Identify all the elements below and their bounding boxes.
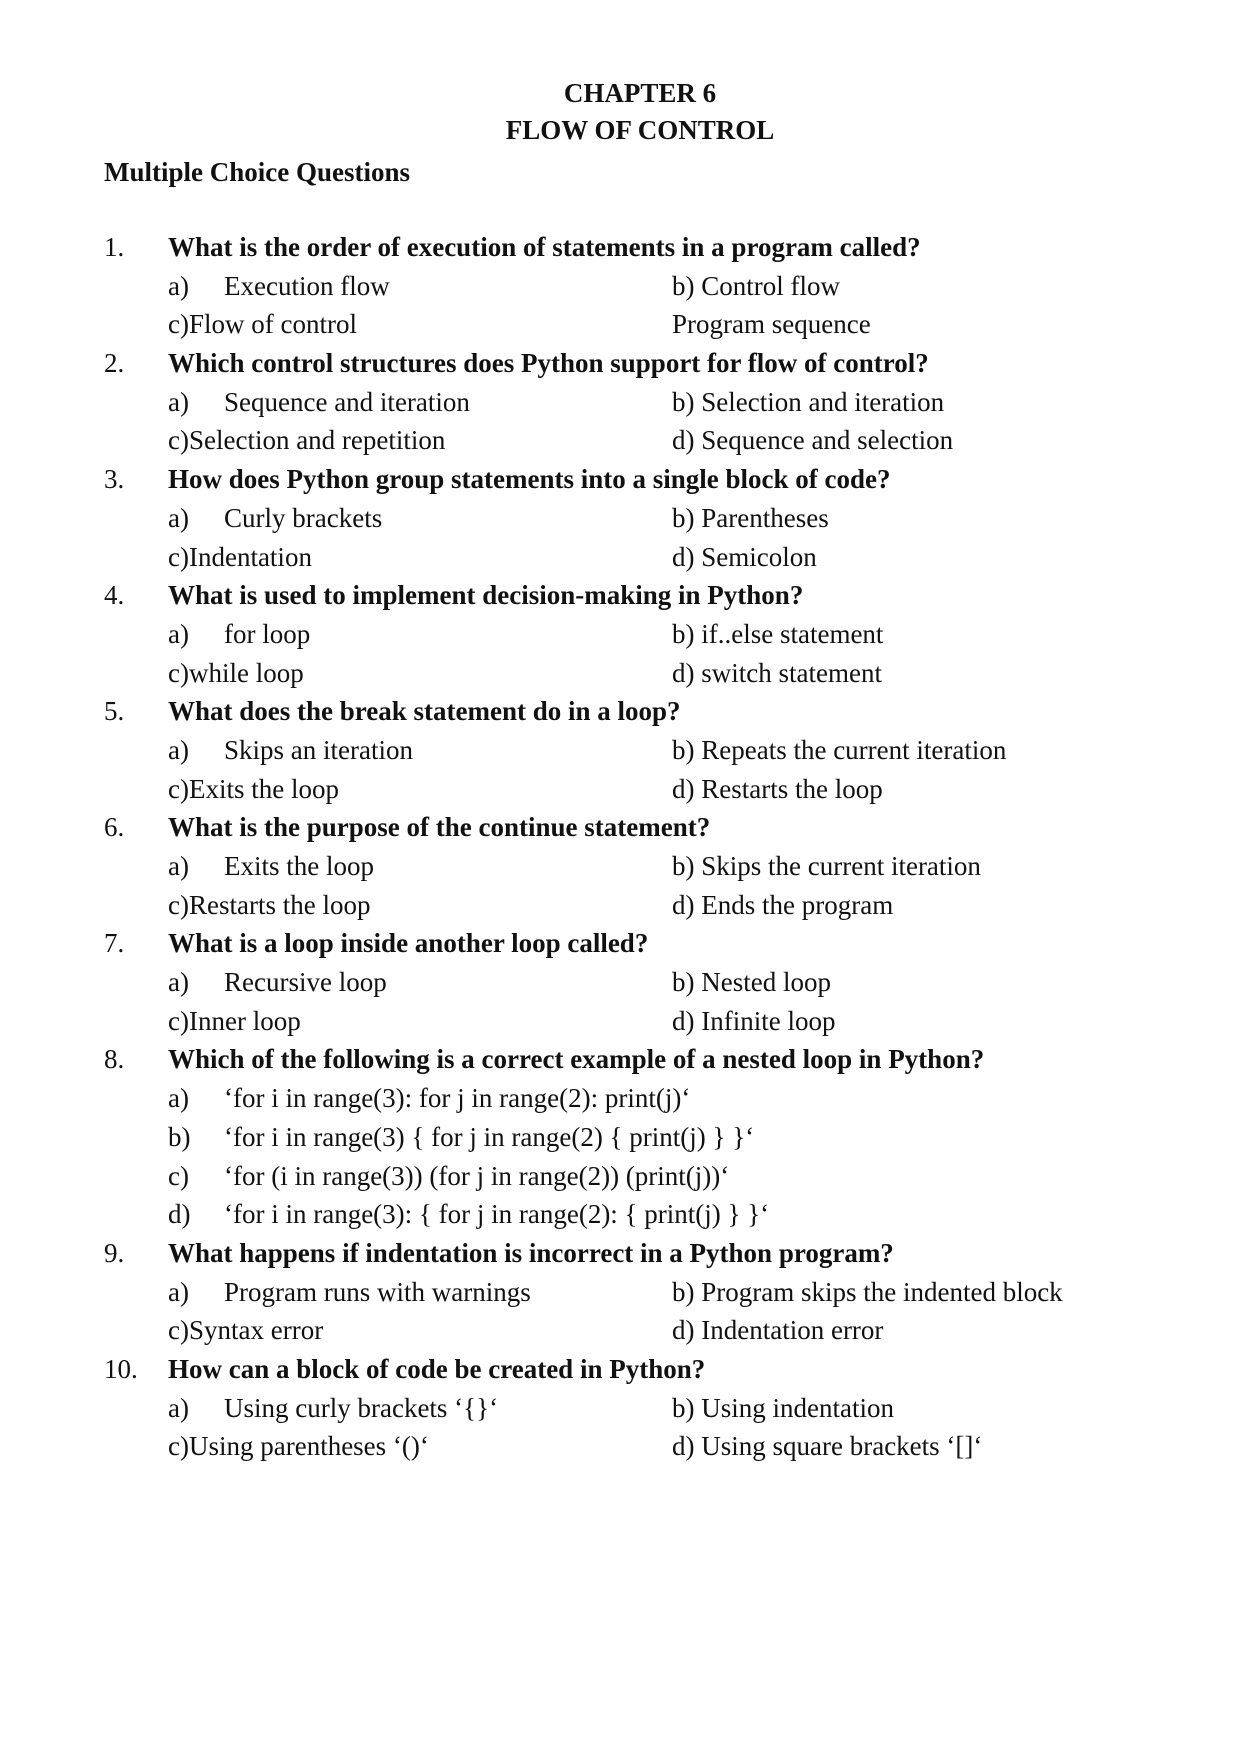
question-number: 6. xyxy=(104,812,125,843)
option-a: Curly brackets xyxy=(224,502,383,533)
option-c: c)Exits the loop xyxy=(168,773,339,804)
option-d: d) switch statement xyxy=(672,657,882,688)
question-1 xyxy=(0,232,1241,348)
option-a-letter: a) xyxy=(168,270,189,301)
option-a: Program runs with warnings xyxy=(224,1276,531,1307)
option-a: Sequence and iteration xyxy=(224,386,470,417)
question-number: 1. xyxy=(104,232,125,262)
option-c: c)Indentation xyxy=(168,541,312,572)
question-text: What is used to implement decision-making in Python? xyxy=(168,580,804,611)
option-a: for loop xyxy=(224,618,311,649)
option-c: c)Syntax error xyxy=(168,1315,324,1346)
question-number: 2. xyxy=(104,348,125,379)
option-b: b) Using indentation xyxy=(672,1392,894,1423)
option-d: d) Using square brackets ‘[]‘ xyxy=(672,1431,983,1462)
option-b: b) Nested loop xyxy=(672,967,831,998)
question-text: How does Python group statements into a single block of code? xyxy=(168,464,891,495)
question-3 xyxy=(0,464,1241,580)
section-heading: Multiple Choice Questions xyxy=(104,157,411,187)
question-text: What is the order of execution of statements in a program called? xyxy=(168,232,921,262)
option-b: b) Parentheses xyxy=(672,502,829,533)
option-a-letter: a) xyxy=(168,851,189,881)
option-c: c)Selection and repetition xyxy=(168,425,446,456)
option-a: ‘for i in range(3): for j in range(2): print(j)‘ xyxy=(224,1083,691,1114)
option-d: Program sequence xyxy=(672,309,871,340)
option-a-letter: a) xyxy=(168,1083,189,1114)
option-c: ‘for (i in range(3)) (for j in range(2)) (print(j))‘ xyxy=(224,1160,730,1191)
question-text: What is the purpose of the continue statement? xyxy=(168,812,711,843)
option-d-letter: d) xyxy=(168,1199,191,1230)
option-c: c)while loop xyxy=(168,657,304,688)
option-d: d) Semicolon xyxy=(672,541,817,572)
question-text: What does the break statement do in a loop? xyxy=(168,696,681,727)
option-a-letter: a) xyxy=(168,386,189,417)
option-a: Exits the loop xyxy=(224,851,374,881)
option-a-letter: a) xyxy=(168,734,189,765)
question-list xyxy=(0,232,1241,1470)
question-number: 8. xyxy=(104,1044,125,1075)
option-a: Skips an iteration xyxy=(224,734,413,765)
question-text: What is a loop inside another loop called? xyxy=(168,928,649,959)
option-d: d) Indentation error xyxy=(672,1315,884,1346)
option-c-letter: c) xyxy=(168,1160,189,1191)
question-number: 4. xyxy=(104,580,125,611)
option-d: ‘for i in range(3): { for j in range(2): { print(j) } }‘ xyxy=(224,1199,770,1230)
option-b: ‘for i in range(3) { for j in range(2) { print(j) } }‘ xyxy=(224,1121,755,1152)
question-number: 7. xyxy=(104,928,125,959)
option-d: d) Ends the program xyxy=(672,889,894,920)
question-10 xyxy=(0,1354,1241,1470)
question-6 xyxy=(0,812,1241,928)
option-b: b) Control flow xyxy=(672,270,840,301)
question-number: 9. xyxy=(104,1237,125,1268)
question-text: What happens if indentation is incorrect in a Python program? xyxy=(168,1237,894,1268)
option-a-letter: a) xyxy=(168,618,189,649)
question-4 xyxy=(0,580,1241,696)
option-b: b) if..else statement xyxy=(672,618,884,649)
question-5 xyxy=(0,696,1241,812)
option-b: b) Skips the current iteration xyxy=(672,851,981,881)
option-b-letter: b) xyxy=(168,1121,191,1152)
option-a-letter: a) xyxy=(168,967,189,998)
question-text: Which of the following is a correct example of a nested loop in Python? xyxy=(168,1044,985,1075)
question-2 xyxy=(0,348,1241,464)
chapter-number: CHAPTER 6 xyxy=(563,78,717,108)
question-7 xyxy=(0,928,1241,1044)
option-a-letter: a) xyxy=(168,1276,189,1307)
option-c: c)Restarts the loop xyxy=(168,889,371,920)
question-8 xyxy=(0,1044,1241,1237)
question-number: 5. xyxy=(104,696,125,727)
option-c: c)Flow of control xyxy=(168,309,357,340)
option-d: d) Sequence and selection xyxy=(672,425,954,456)
option-c: c)Inner loop xyxy=(168,1005,301,1036)
question-text: How can a block of code be created in Python? xyxy=(168,1353,706,1384)
option-b: b) Selection and iteration xyxy=(672,386,945,417)
option-a: Recursive loop xyxy=(224,967,387,998)
option-a-letter: a) xyxy=(168,502,189,533)
option-a-letter: a) xyxy=(168,1392,189,1423)
question-9 xyxy=(0,1238,1241,1354)
option-a: Using curly brackets ‘{}‘ xyxy=(224,1392,499,1423)
option-c: c)Using parentheses ‘()‘ xyxy=(168,1431,429,1462)
question-number: 10. xyxy=(104,1353,138,1384)
question-text: Which control structures does Python support for flow of control? xyxy=(168,348,929,379)
chapter-title: FLOW OF CONTROL xyxy=(505,115,775,145)
question-number: 3. xyxy=(104,464,125,495)
option-d: d) Restarts the loop xyxy=(672,773,883,804)
option-d: d) Infinite loop xyxy=(672,1005,836,1036)
option-b: b) Program skips the indented block xyxy=(672,1276,1063,1307)
option-a: Execution flow xyxy=(224,270,390,301)
option-b: b) Repeats the current iteration xyxy=(672,734,1007,765)
